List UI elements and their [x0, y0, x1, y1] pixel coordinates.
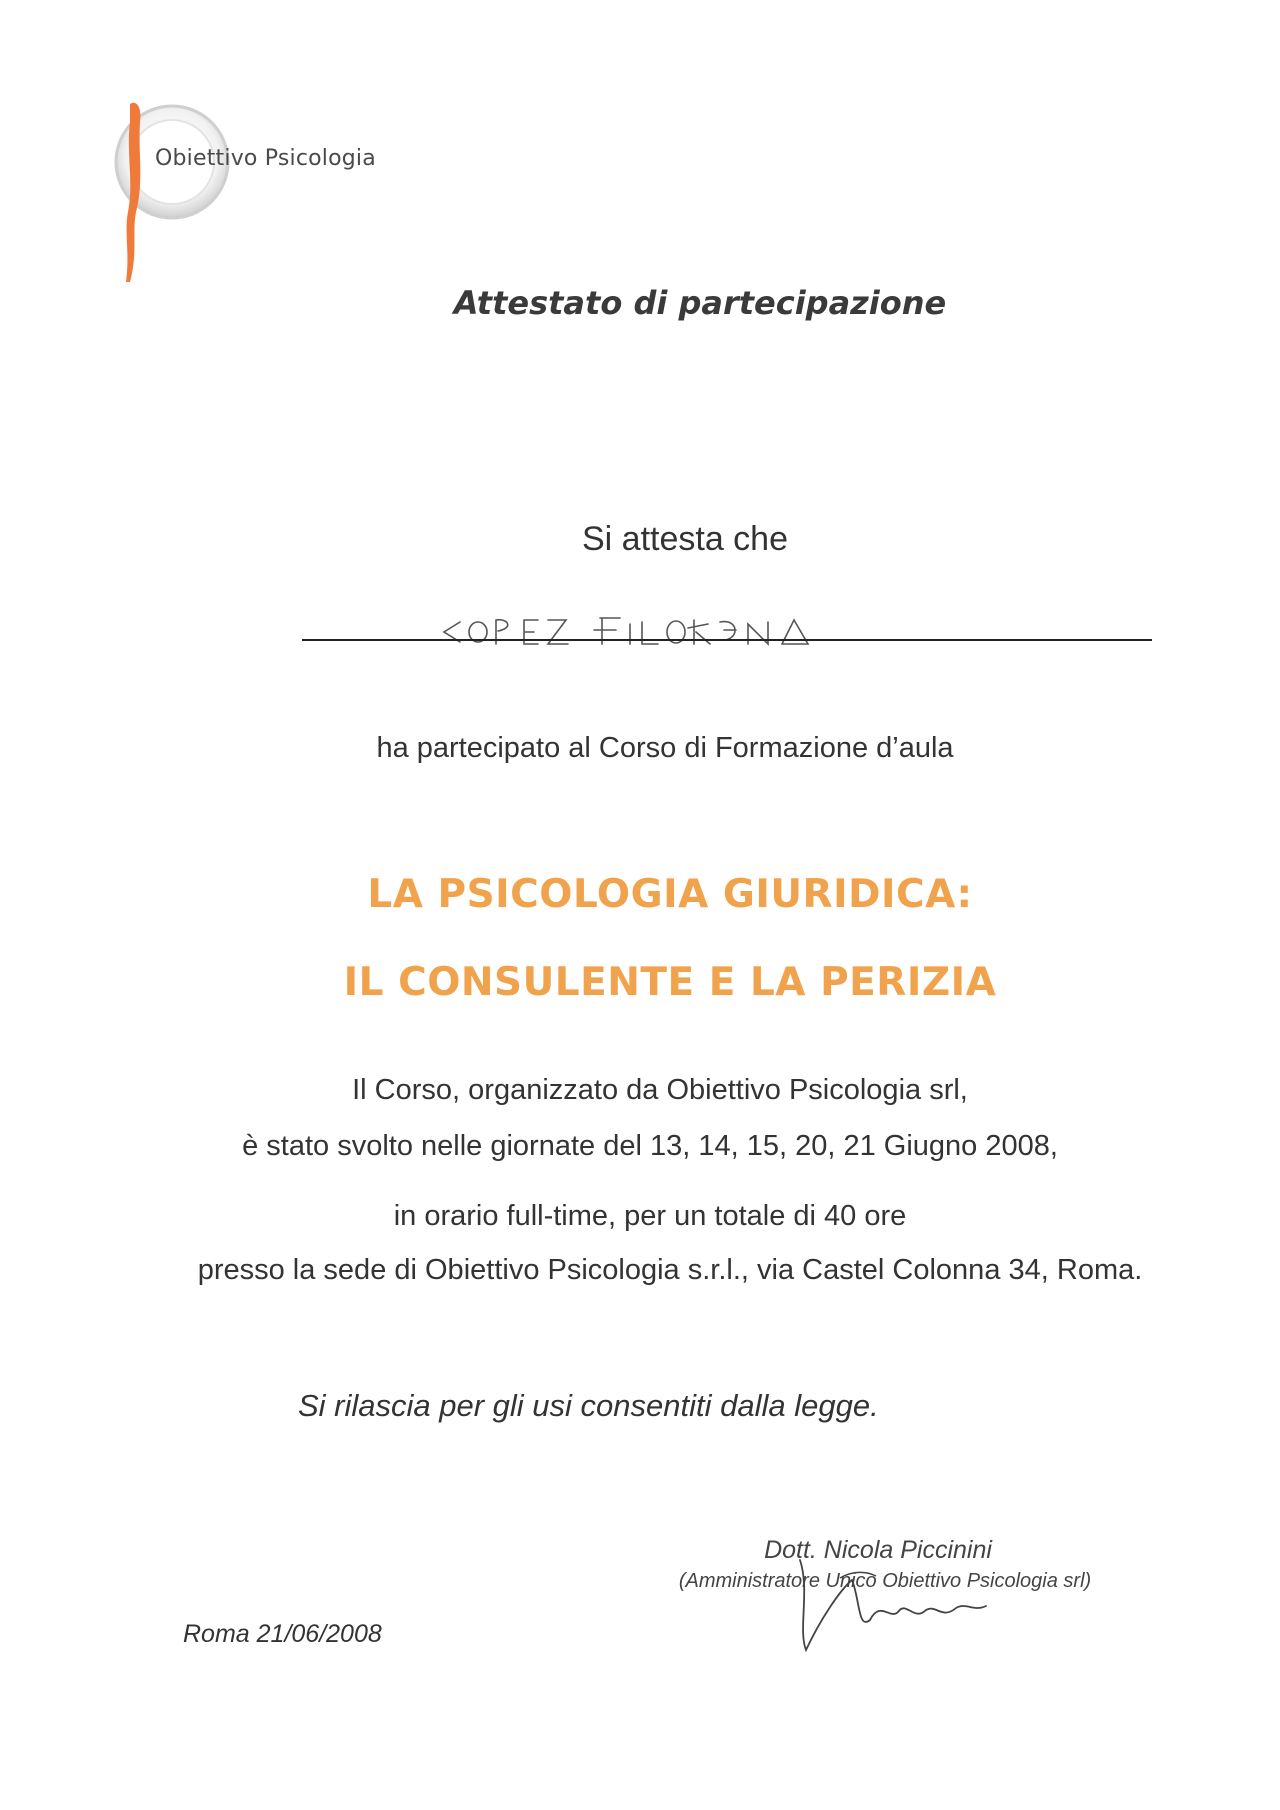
issue-date: Roma 21/06/2008 [183, 1620, 382, 1648]
course-dates-line: è stato svolto nelle giornate del 13, 14, 15, 20, 21 Giugno 2008, [242, 1130, 1058, 1162]
course-hours-line: in orario full-time, per un totale di 40 ore [393, 1200, 907, 1232]
course-title-line-2: IL CONSULENTE E LA PERIZIA [343, 960, 997, 1005]
logo-text: Obiettivo Psicologia [155, 146, 376, 171]
signer-name: Dott. Nicola Piccinini [764, 1536, 992, 1564]
name-underline [302, 639, 1152, 641]
certificate-title: Attestato di partecipazione [453, 284, 947, 322]
attestation-intro: Si attesta che [581, 520, 788, 558]
legal-usage-note: Si rilascia per gli usi consentiti dalla legge. [298, 1388, 879, 1423]
course-location-line: presso la sede di Obiettivo Psicologia s.r.l., via Castel Colonna 34, Roma. [197, 1254, 1143, 1286]
participation-statement: ha partecipato al Corso di Formazione d’aula [376, 732, 954, 764]
course-title-line-1: LA PSICOLOGIA GIURIDICA: [367, 872, 973, 917]
handwritten-participant-name [430, 600, 870, 650]
handwritten-signature [780, 1550, 1010, 1660]
logo-mark-icon [100, 92, 440, 292]
course-organizer-line: Il Corso, organizzato da Obiettivo Psicologia srl, [352, 1074, 968, 1106]
signer-role: (Amministratore Unico Obiettivo Psicologia srl) [678, 1570, 1092, 1592]
company-logo [100, 92, 440, 292]
